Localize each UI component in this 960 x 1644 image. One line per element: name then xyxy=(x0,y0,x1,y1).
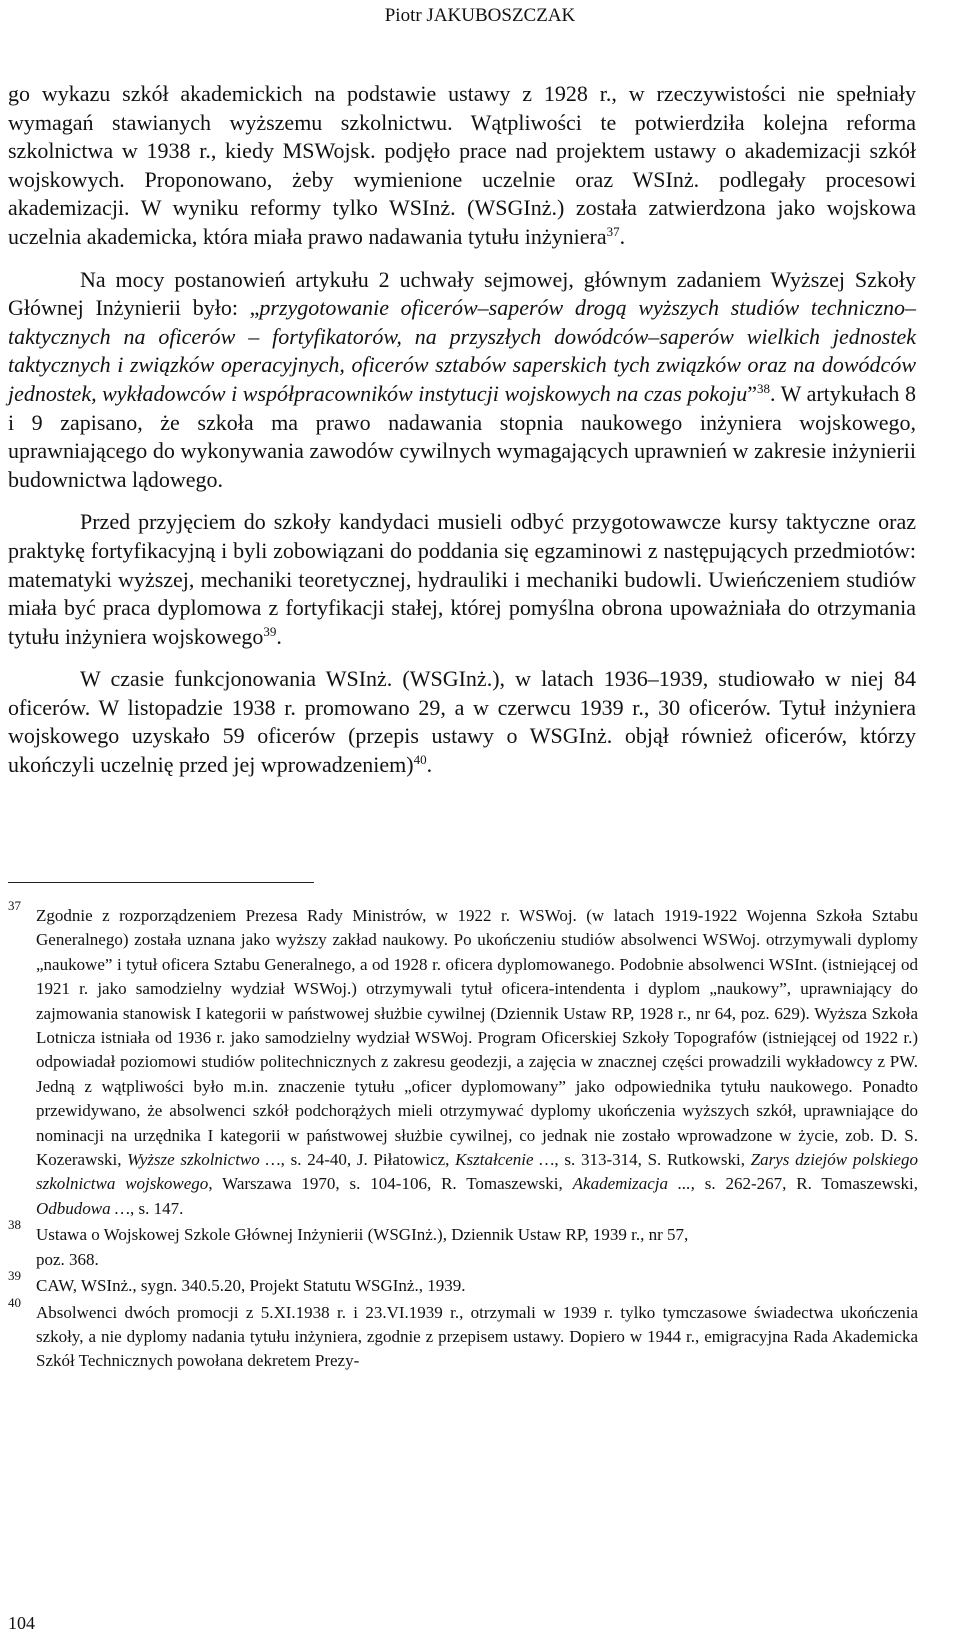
footnote-39 xyxy=(8,1268,918,1298)
paragraph-3: Przed przyjęciem do szkoły kandydaci musieli odbyć przygotowawcze kursy taktyczne oraz praktykę fortyfikacyjną i byli zobowiązani do poddania się egzaminowi z następujących przedmiotów: matematyki wyższej, mechaniki teoretycznej, hydrauliki i mechaniki budowli. Uwieńczeniem studiów miała być praca dyplomowa z fortyfikacji stałej, której pomyślna obrona upoważniała do otrzymania tytułu inżyniera wojskowego$^{39}$. xyxy=(8,509,916,649)
footnote-37 xyxy=(8,898,918,1221)
paragraph-4: W czasie funkcjonowania WSInż. (WSGInż.), w latach 1936–1939, studiowało w niej 84 oficerów. W listopadzie 1938 r. promowano 29, a w czerwcu 1939 r., 30 oficerów. Tytuł inżyniera wojskowego uzyskało 59 oficerów (przepis ustawy o WSGInż. objął również oficerów, którzy ukończyli uczelnię przed jej wprowadzeniem)$^{40}$. xyxy=(8,666,916,778)
footnote-38 xyxy=(8,1217,918,1272)
footnotes xyxy=(8,898,918,1376)
footnote-number: 38 xyxy=(8,1217,21,1233)
page-number: 104 xyxy=(8,1613,35,1633)
footnote-text: Absolwenci dwóch promocji z 5.XI.1938 r. i 23.VI.1939 r., otrzymali w 1939 r. tylko tymczasowe świadectwa ukończenia szkoły, a nie dyplomy nadania tytułu inżyniera, zgodnie z przepisem ustawy. Dopiero w 1944 r., emigracyjna Rada Akademicka Szkół Technicznych powołana dekretem Prezy- xyxy=(36,1302,918,1371)
body-text xyxy=(8,80,916,780)
footnote-text: CAW, WSInż., sygn. 340.5.20, Projekt Statutu WSGInż., 1939. xyxy=(36,1276,466,1296)
running-header-author: Piotr JAKUBOSZCZAK xyxy=(384,5,576,26)
footnote-number: 37 xyxy=(8,898,21,913)
paragraph-1: go wykazu szkół akademickich na podstawie ustawy z 1928 r., w rzeczywistości nie spełniały wymagań stawianych wyższemu szkolnictwu. Wątpliwości te potwierdziła kolejna reforma szkolnictwa w 1938 r., kiedy MSWojsk. podjęło prace nad projektem ustawy o akademizacji szkół wojskowych. Proponowano, żeby wymienione uczelnie oraz WSInż. podlegały procesowi akademizacji. W wyniku reformy tylko WSInż. (WSGInż.) została zatwierdzona jako wojskowa uczelnia akademicka, która miała prawo nadawania tytułu inżyniera$^{37}$. xyxy=(8,81,916,249)
footnote-divider xyxy=(8,882,314,883)
footnote-number: 40 xyxy=(8,1294,21,1310)
footnote-number: 39 xyxy=(8,1268,21,1284)
footnote-text: Ustawa o Wojskowej Szkole Głównej Inżynierii (WSGInż.), Dziennik Ustaw RP, 1939 r., nr 57, poz. 368. xyxy=(36,1225,689,1269)
footnote-text: Zgodnie z rozporządzeniem Prezesa Rady Ministrów, w 1922 r. WSWoj. (w latach 1919-1922 Wojenna Szkoła Sztabu Generalnego) została uznana jako wyższy zakład naukowy. Po ukończeniu studiów absolwenci WSWoj. otrzymywali dyplomy „naukowe” i tytuł oficera Sztabu Generalnego, a od 1928 r. oficera dyplomowanego. Podobnie absolwenci WSInt. (istniejącej od 1921 r. jako samodzielny wydział WSWoj.) otrzymywali tytuł oficera-intendenta i dyplom „naukowy”, uprawniający do zajmowania stanowisk I kategorii w państwowej służbie cywilnej (Dziennik Ustaw RP, 1928 r., nr 64, poz. 629). Wyższa Szkoła Lotnicza istniała od 1936 r. jako samodzielny wydział WSWoj. Program Oficerskiej Szkoły Topografów (istniejącej od 1922 r.) odpowiadał poziomowi studiów politechnicznych z zakresu geodezji, a zajęcia w znacznej części prowadzili wykładowcy z PW. Jedną z wątpliwości było m.in. znaczenie tytułu „oficer dyplomowany” jako odpowiednika tytułu naukowego. Ponadto przewidywano, że absolwenci szkół podchorążych mieli otrzymywać dyplomy ukończenia wyższych szkół, uprawniające do nominacji na urzędnika I kategorii w państwowej służbie cywilnej, co jednak nie zostało wprowadzone w życie, zob. D. S. Kozerawski, Wyższe szkolnictwo …, s. 24-40, J. Piłatowicz, Kształcenie …, s. 313-314, S. Rutkowski, Zarys dziejów polskiego szkolnictwa wojskowego, Warszawa 1970, s. 104-106, R. Tomaszewski, Akademizacja ..., s. 262-267, R. Tomaszewski, Odbudowa …, s. 147. xyxy=(36,906,918,1218)
footnote-40 xyxy=(8,1294,918,1374)
paragraph-2: Na mocy postanowień artykułu 2 uchwały sejmowej, głównym zadaniem Wyższej Szkoły Głównej Inżynierii było: „przygotowanie oficerów–saperów drogą wyższych studiów techniczno–taktycznych na oficerów – fortyfikatorów, na przyszłych dowódców–saperów wielkich jednostek taktycznych i związków operacyjnych, oficerów sztabów saperskich tych związków oraz na dowódców jednostek, wykładowców i współpracowników instytucji wojskowych na czas pokoju”$^{38}$. W artykułach 8 i 9 zapisano, że szkoła ma prawo nadawania stopnia naukowego inżyniera wojskowego, uprawniającego do wykonywania zawodów cywilnych wymagających uprawnień w zakresie inżynierii budownictwa lądowego. xyxy=(8,266,916,492)
